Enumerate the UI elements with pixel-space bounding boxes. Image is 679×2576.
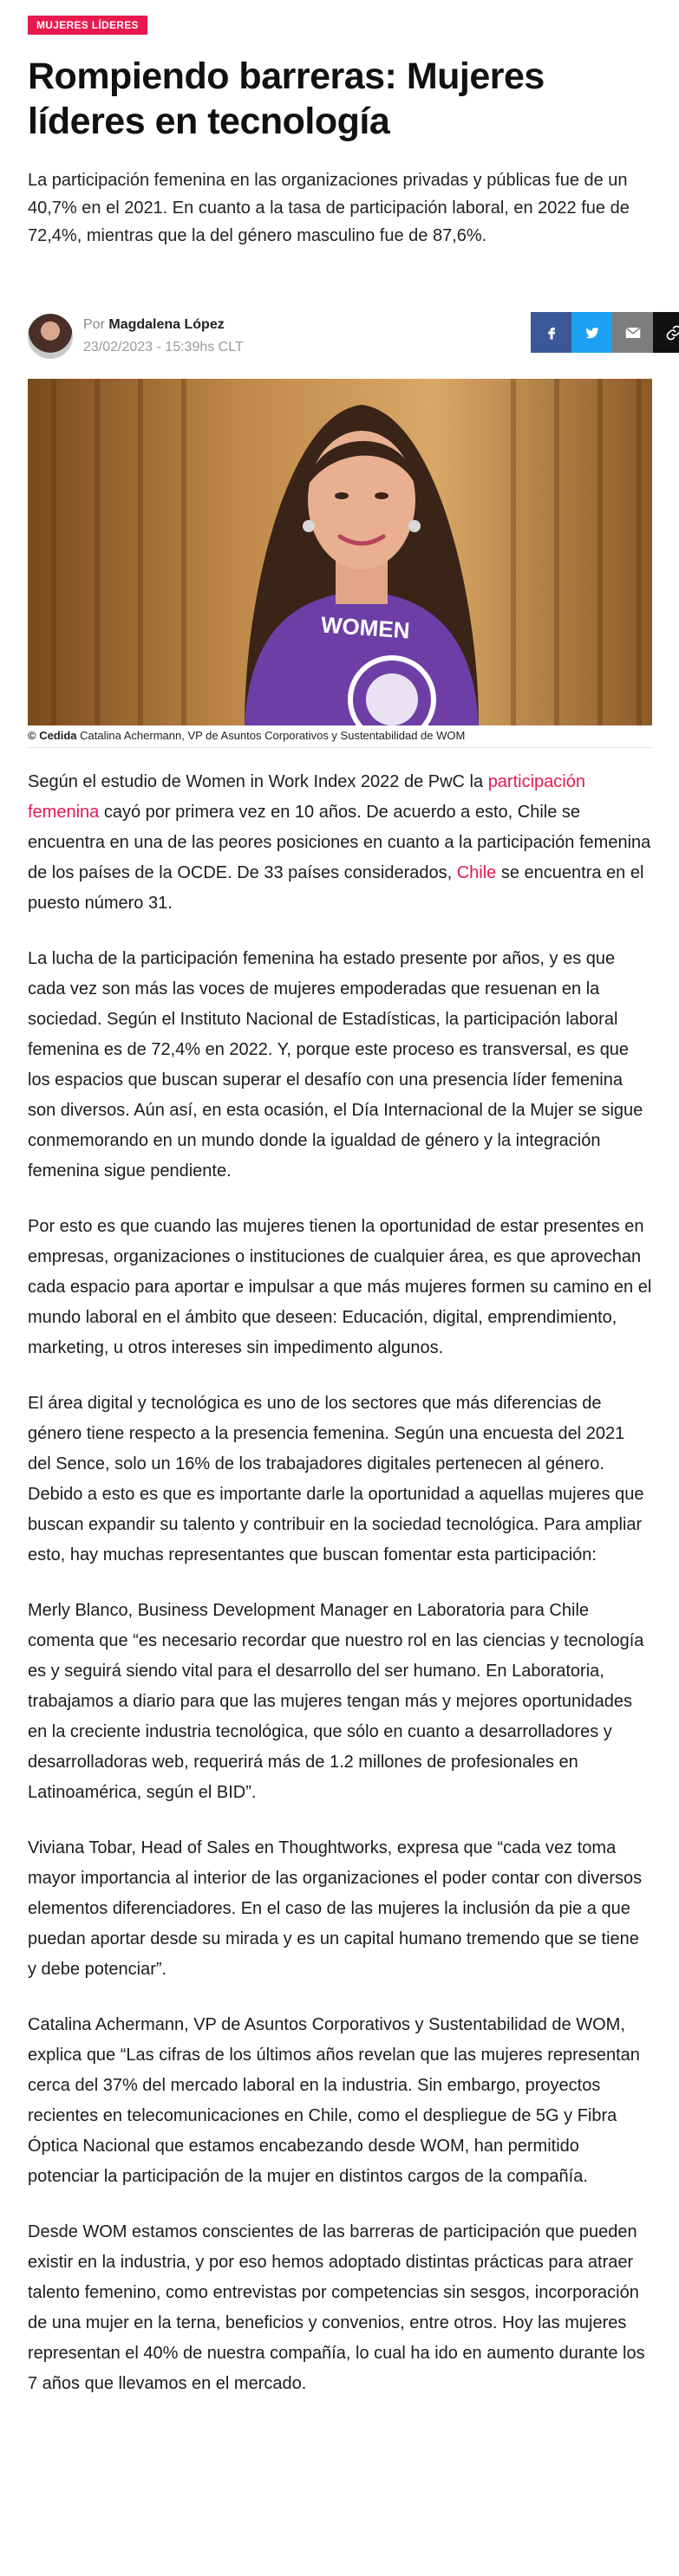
- paragraph-8: Desde WOM estamos conscientes de las barreras de participación que pueden existir en la industria, y por eso hemos adoptado distintas prácticas para atraer talento femenino, como entrevistas por competencias sin sesgos, incorporación de una mujer en la terna, beneficios y convenios, entre otros. Hoy las mujeres representan el 40% de nuestra compañía, lo cual ha ido en aumento durante los 7 años que llevamos en el mercado.: [28, 2222, 645, 2393]
- link-chile[interactable]: Chile: [456, 863, 497, 882]
- article-body: [28, 767, 652, 2424]
- link-icon: [665, 324, 679, 342]
- author-name[interactable]: Magdalena López: [108, 317, 225, 332]
- link-participacion-femenina[interactable]: participación femenina: [28, 772, 585, 822]
- share-buttons: [531, 312, 679, 353]
- caption-divider: [28, 747, 652, 748]
- portrait-illustration: [28, 379, 652, 725]
- twitter-share-button[interactable]: [571, 312, 612, 353]
- paragraph-7: Catalina Achermann, VP de Asuntos Corporativos y Sustentabilidad de WOM, explica que “Las cifras de los últimos años revelan que las mujeres representan cerca del 37% del mercado laboral en la industria. Sin embargo, proyectos recientes en telecomunicaciones en Chile, como el despliegue de 5G y Fibra Óptica Nacional que estamos encabezando desde WOM, han permitido potenciar la participación de la mujer en distintos cargos de la compañía.: [28, 2015, 640, 2186]
- paragraph-1-text-b: cayó por primera vez en 10 años. De acuerdo a esto, Chile se encuentra en una de las peores posiciones en cuanto a la participación femenina de los países de la OCDE. De 33 países considerados,: [28, 803, 651, 882]
- article-title: Rompiendo barreras: Mujeres líderes en tecnología: [28, 55, 545, 142]
- copy-link-button[interactable]: [653, 312, 679, 353]
- facebook-icon: [544, 325, 559, 341]
- mail-icon: [625, 327, 641, 339]
- mail-share-button[interactable]: [612, 312, 653, 353]
- paragraph-5: Merly Blanco, Business Development Manager en Laboratoria para Chile comenta que “es necesario recordar que nuestro rol en las ciencias y tecnología es y seguirá siendo vital para el desarrollo del ser humano. En Laboratoria, trabajamos a diario para que las mujeres tengan más y mejores oportunidades en la creciente industria tecnológica, que sólo en cuanto a desarrolladores y desarrolladoras web, requerirá más de 1.2 millones de profesionales en Latinoamérica, según el BID”.: [28, 1601, 644, 1802]
- photo-caption: [28, 729, 465, 742]
- publish-date: 23/02/2023 - 15:39hs CLT: [83, 340, 244, 355]
- byline: [83, 317, 225, 333]
- shirt-text: WOMEN: [320, 611, 411, 644]
- caption-credit: © Cedida: [28, 729, 77, 742]
- paragraph-6: Viviana Tobar, Head of Sales en Thoughtworks, expresa que “cada vez toma mayor importancia al interior de las organizaciones el poder contar con diversos elementos diferenciadores. En el caso de las mujeres la inclusión da pie a que puedan aportar desde su mirada y es un capital humano tremendo que se tiene y debe potenciar”.: [28, 1838, 643, 1979]
- author-row: [28, 312, 652, 361]
- twitter-icon: [584, 325, 600, 341]
- paragraph-3: Por esto es que cuando las mujeres tienen la oportunidad de estar presentes en empresas, organizaciones o instituciones de cualquier área, es que aprovechan cada espacio para aportar e impulsar a que más mujeres formen su camino en el mundo laboral en el ámbito que deseen: Educación, digital, emprendimiento, marketing, u otros intereses sin impedimento algunos.: [28, 1217, 652, 1357]
- category-tag[interactable]: MUJERES LÍDERES: [28, 16, 147, 35]
- paragraph-1-text-a: Según el estudio de Women in Work Index 2022 de PwC la: [28, 772, 488, 791]
- paragraph-1: [28, 767, 652, 919]
- byline-prefix: Por: [83, 317, 105, 332]
- article-photo[interactable]: [28, 379, 652, 725]
- article-lead: La participación femenina en las organizaciones privadas y públicas fue de un 40,7% en el 2021. En cuanto a la tasa de participación laboral, en 2022 fue de 72,4%, mientras que la del género masculino fue de 87,6%.: [28, 171, 630, 245]
- paragraph-1-text-c: se encuentra en el puesto número 31.: [28, 863, 644, 913]
- paragraph-2: La lucha de la participación femenina ha estado presente por años, y es que cada vez son más las voces de mujeres empoderadas que resuenan en la sociedad. Según el Instituto Nacional de Estadísticas, la participación laboral femenina es de 72,4% en 2022. Y, porque este proceso es transversal, es que los espacios que buscan superar el desafío con una presencia líder femenina son diversos. Aún así, en esta ocasión, el Día Internacional de la Mujer se sigue conmemorando en un mundo donde la igualdad de género y la integración femenina sigue pendiente.: [28, 949, 643, 1181]
- paragraph-4: El área digital y tecnológica es uno de los sectores que más diferencias de género tiene respecto a la presencia femenina. Según una encuesta del 2021 del Sence, solo un 16% de los trabajadores digitales pertenecen al género. Debido a esto es que es importante darle la oportunidad a aquellas mujeres que buscan expandir su talento y contribuir en la sociedad tecnológica. Para ampliar esto, hay muchas representantes que buscan fomentar esta participación:: [28, 1394, 644, 1564]
- facebook-share-button[interactable]: [531, 312, 571, 353]
- caption-text: Catalina Achermann, VP de Asuntos Corporativos y Sustentabilidad de WOM: [80, 729, 466, 742]
- author-avatar[interactable]: [28, 314, 73, 359]
